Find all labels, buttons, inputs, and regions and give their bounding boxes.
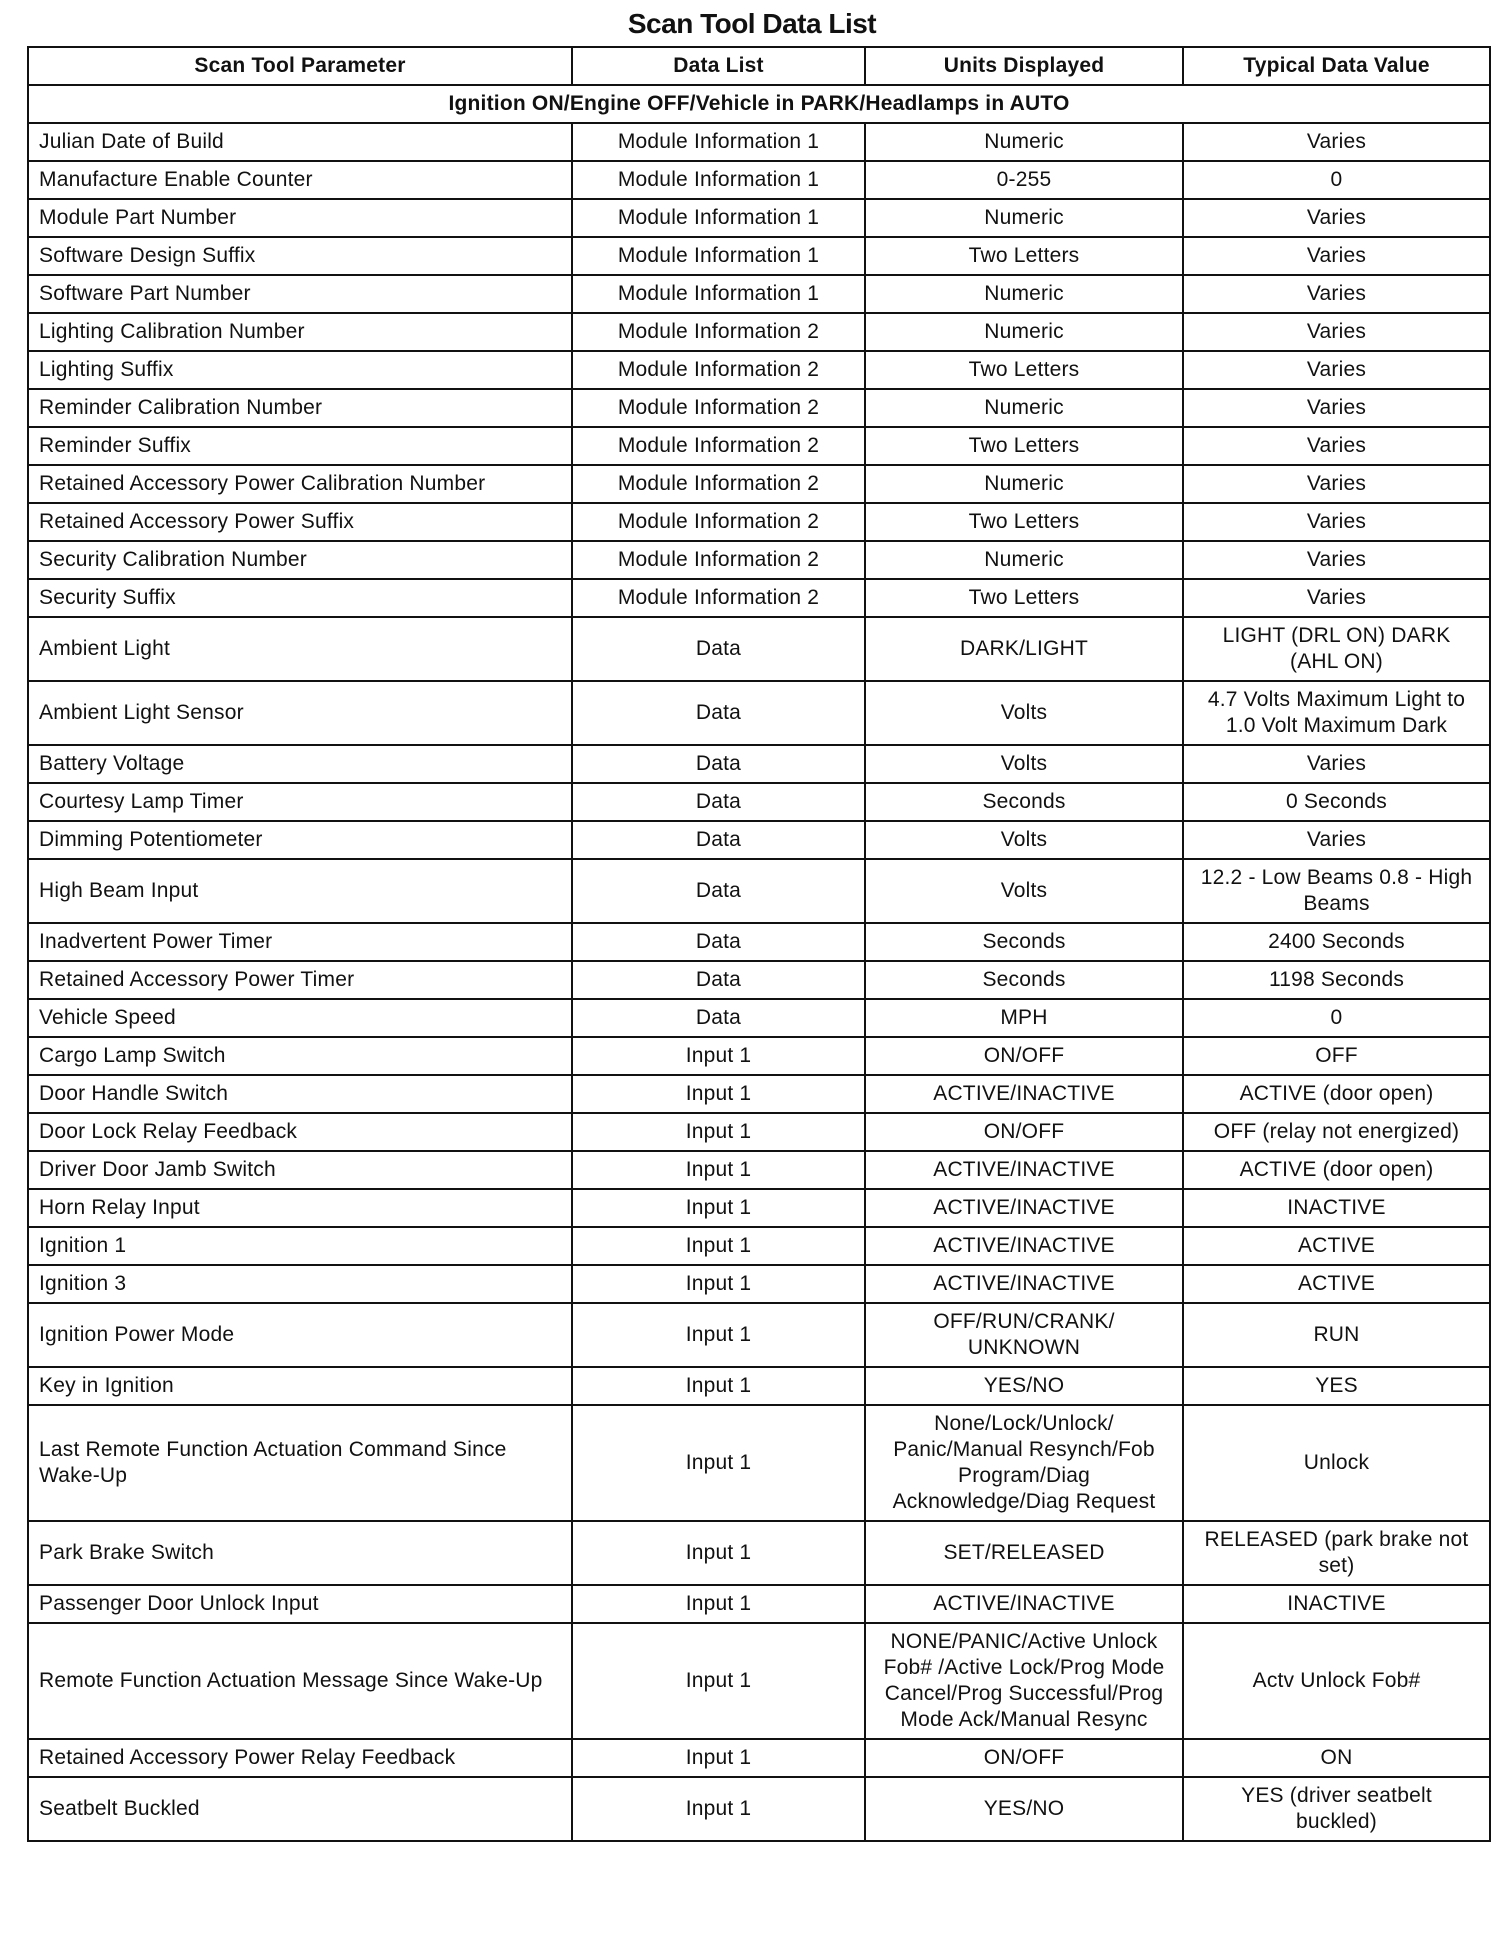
data-list-cell: Input 1 <box>572 1075 865 1113</box>
table-row <box>28 351 1490 389</box>
table-row <box>28 389 1490 427</box>
parameter-cell: Seatbelt Buckled <box>28 1777 572 1841</box>
typical-value-cell: RELEASED (park brake not set) <box>1183 1521 1490 1585</box>
parameter-cell: Door Lock Relay Feedback <box>28 1113 572 1151</box>
table-row <box>28 1585 1490 1623</box>
table-row <box>28 1227 1490 1265</box>
data-list-cell: Input 1 <box>572 1303 865 1367</box>
data-list-cell: Input 1 <box>572 1623 865 1739</box>
table-row <box>28 1367 1490 1405</box>
parameter-cell: Key in Ignition <box>28 1367 572 1405</box>
scan-tool-data-table <box>27 46 1491 1842</box>
parameter-cell: Reminder Suffix <box>28 427 572 465</box>
table-row <box>28 1075 1490 1113</box>
table-row <box>28 821 1490 859</box>
typical-value-cell: Unlock <box>1183 1405 1490 1521</box>
data-list-cell: Input 1 <box>572 1227 865 1265</box>
table-row <box>28 923 1490 961</box>
typical-value-cell: Varies <box>1183 821 1490 859</box>
data-list-cell: Module Information 2 <box>572 541 865 579</box>
typical-value-cell: Varies <box>1183 389 1490 427</box>
units-cell: ON/OFF <box>865 1037 1183 1075</box>
typical-value-cell: ACTIVE <box>1183 1265 1490 1303</box>
table-row <box>28 1037 1490 1075</box>
data-list-cell: Input 1 <box>572 1037 865 1075</box>
parameter-cell: Cargo Lamp Switch <box>28 1037 572 1075</box>
parameter-cell: Passenger Door Unlock Input <box>28 1585 572 1623</box>
units-cell: Numeric <box>865 199 1183 237</box>
table-row <box>28 199 1490 237</box>
units-cell: ACTIVE/INACTIVE <box>865 1189 1183 1227</box>
data-list-cell: Module Information 2 <box>572 351 865 389</box>
typical-value-cell: Varies <box>1183 275 1490 313</box>
parameter-cell: Last Remote Function Actuation Command Since Wake-Up <box>28 1405 572 1521</box>
header-units: Units Displayed <box>865 47 1183 85</box>
data-list-cell: Module Information 1 <box>572 237 865 275</box>
data-list-cell: Data <box>572 859 865 923</box>
typical-value-cell: Varies <box>1183 503 1490 541</box>
typical-value-cell: 12.2 - Low Beams 0.8 - High Beams <box>1183 859 1490 923</box>
units-cell: DARK/LIGHT <box>865 617 1183 681</box>
data-list-cell: Module Information 2 <box>572 427 865 465</box>
parameter-cell: Retained Accessory Power Calibration Number <box>28 465 572 503</box>
table-row <box>28 313 1490 351</box>
typical-value-cell: 1198 Seconds <box>1183 961 1490 999</box>
parameter-cell: Ignition 3 <box>28 1265 572 1303</box>
parameter-cell: Retained Accessory Power Relay Feedback <box>28 1739 572 1777</box>
units-cell: Numeric <box>865 389 1183 427</box>
table-row <box>28 859 1490 923</box>
units-cell: Numeric <box>865 275 1183 313</box>
data-list-cell: Input 1 <box>572 1189 865 1227</box>
table-row <box>28 1265 1490 1303</box>
typical-value-cell: Varies <box>1183 579 1490 617</box>
typical-value-cell: 0 <box>1183 161 1490 199</box>
table-row <box>28 465 1490 503</box>
units-cell: ACTIVE/INACTIVE <box>865 1585 1183 1623</box>
data-list-cell: Module Information 2 <box>572 503 865 541</box>
parameter-cell: Security Suffix <box>28 579 572 617</box>
table-row <box>28 123 1490 161</box>
parameter-cell: Courtesy Lamp Timer <box>28 783 572 821</box>
units-cell: SET/RELEASED <box>865 1521 1183 1585</box>
table-row <box>28 503 1490 541</box>
typical-value-cell: 4.7 Volts Maximum Light to 1.0 Volt Maximum Dark <box>1183 681 1490 745</box>
data-list-cell: Input 1 <box>572 1777 865 1841</box>
header-data-list: Data List <box>572 47 865 85</box>
table-row <box>28 1521 1490 1585</box>
typical-value-cell: Actv Unlock Fob# <box>1183 1623 1490 1739</box>
header-parameter: Scan Tool Parameter <box>28 47 572 85</box>
typical-value-cell: Varies <box>1183 199 1490 237</box>
data-list-cell: Input 1 <box>572 1585 865 1623</box>
units-cell: None/Lock/Unlock/ Panic/Manual Resynch/Fob Program/Diag Acknowledge/Diag Request <box>865 1405 1183 1521</box>
units-cell: Volts <box>865 821 1183 859</box>
data-list-cell: Data <box>572 745 865 783</box>
units-cell: Two Letters <box>865 237 1183 275</box>
data-list-cell: Module Information 1 <box>572 123 865 161</box>
units-cell: Volts <box>865 859 1183 923</box>
parameter-cell: Ambient Light Sensor <box>28 681 572 745</box>
parameter-cell: Battery Voltage <box>28 745 572 783</box>
parameter-cell: Remote Function Actuation Message Since Wake-Up <box>28 1623 572 1739</box>
units-cell: Numeric <box>865 123 1183 161</box>
parameter-cell: High Beam Input <box>28 859 572 923</box>
typical-value-cell: LIGHT (DRL ON) DARK (AHL ON) <box>1183 617 1490 681</box>
typical-value-cell: Varies <box>1183 745 1490 783</box>
parameter-cell: Dimming Potentiometer <box>28 821 572 859</box>
units-cell: YES/NO <box>865 1367 1183 1405</box>
units-cell: Two Letters <box>865 427 1183 465</box>
parameter-cell: Door Handle Switch <box>28 1075 572 1113</box>
units-cell: Seconds <box>865 923 1183 961</box>
parameter-cell: Horn Relay Input <box>28 1189 572 1227</box>
table-row <box>28 161 1490 199</box>
table-row <box>28 541 1490 579</box>
data-list-cell: Input 1 <box>572 1405 865 1521</box>
units-cell: Two Letters <box>865 579 1183 617</box>
table-row <box>28 961 1490 999</box>
table-row <box>28 1189 1490 1227</box>
typical-value-cell: YES (driver seatbelt buckled) <box>1183 1777 1490 1841</box>
data-list-cell: Module Information 1 <box>572 275 865 313</box>
data-list-cell: Module Information 2 <box>572 389 865 427</box>
parameter-cell: Security Calibration Number <box>28 541 572 579</box>
typical-value-cell: Varies <box>1183 427 1490 465</box>
parameter-cell: Software Design Suffix <box>28 237 572 275</box>
data-list-cell: Module Information 2 <box>572 579 865 617</box>
parameter-cell: Ignition Power Mode <box>28 1303 572 1367</box>
data-list-cell: Data <box>572 961 865 999</box>
units-cell: ACTIVE/INACTIVE <box>865 1075 1183 1113</box>
data-list-cell: Input 1 <box>572 1265 865 1303</box>
table-row <box>28 617 1490 681</box>
header-typical-value: Typical Data Value <box>1183 47 1490 85</box>
typical-value-cell: 2400 Seconds <box>1183 923 1490 961</box>
units-cell: ON/OFF <box>865 1113 1183 1151</box>
parameter-cell: Manufacture Enable Counter <box>28 161 572 199</box>
typical-value-cell: INACTIVE <box>1183 1585 1490 1623</box>
parameter-cell: Retained Accessory Power Timer <box>28 961 572 999</box>
units-cell: Numeric <box>865 465 1183 503</box>
parameter-cell: Reminder Calibration Number <box>28 389 572 427</box>
table-row <box>28 745 1490 783</box>
typical-value-cell: Varies <box>1183 465 1490 503</box>
data-list-cell: Input 1 <box>572 1739 865 1777</box>
parameter-cell: Retained Accessory Power Suffix <box>28 503 572 541</box>
parameter-cell: Software Part Number <box>28 275 572 313</box>
units-cell: Seconds <box>865 783 1183 821</box>
table-row <box>28 1303 1490 1367</box>
table-row <box>28 1405 1490 1521</box>
typical-value-cell: Varies <box>1183 123 1490 161</box>
parameter-cell: Inadvertent Power Timer <box>28 923 572 961</box>
table-row <box>28 1151 1490 1189</box>
table-row <box>28 579 1490 617</box>
section-heading: Ignition ON/Engine OFF/Vehicle in PARK/Headlamps in AUTO <box>28 85 1490 123</box>
parameter-cell: Ignition 1 <box>28 1227 572 1265</box>
table-row <box>28 783 1490 821</box>
parameter-cell: Lighting Suffix <box>28 351 572 389</box>
typical-value-cell: OFF <box>1183 1037 1490 1075</box>
units-cell: Two Letters <box>865 503 1183 541</box>
units-cell: Numeric <box>865 313 1183 351</box>
units-cell: Two Letters <box>865 351 1183 389</box>
data-list-cell: Data <box>572 783 865 821</box>
units-cell: 0-255 <box>865 161 1183 199</box>
table-row <box>28 237 1490 275</box>
units-cell: ON/OFF <box>865 1739 1183 1777</box>
typical-value-cell: Varies <box>1183 351 1490 389</box>
data-list-cell: Input 1 <box>572 1113 865 1151</box>
units-cell: Volts <box>865 681 1183 745</box>
table-row <box>28 427 1490 465</box>
data-list-cell: Module Information 2 <box>572 465 865 503</box>
units-cell: Numeric <box>865 541 1183 579</box>
data-list-cell: Data <box>572 681 865 745</box>
typical-value-cell: 0 Seconds <box>1183 783 1490 821</box>
parameter-cell: Park Brake Switch <box>28 1521 572 1585</box>
table-row <box>28 999 1490 1037</box>
typical-value-cell: ACTIVE <box>1183 1227 1490 1265</box>
typical-value-cell: INACTIVE <box>1183 1189 1490 1227</box>
data-list-cell: Data <box>572 821 865 859</box>
typical-value-cell: OFF (relay not energized) <box>1183 1113 1490 1151</box>
units-cell: YES/NO <box>865 1777 1183 1841</box>
typical-value-cell: ACTIVE (door open) <box>1183 1151 1490 1189</box>
parameter-cell: Module Part Number <box>28 199 572 237</box>
units-cell: ACTIVE/INACTIVE <box>865 1151 1183 1189</box>
units-cell: ACTIVE/INACTIVE <box>865 1265 1183 1303</box>
units-cell: NONE/PANIC/Active Unlock Fob# /Active Lock/Prog Mode Cancel/Prog Successful/Prog Mode Ack/Manual Resync <box>865 1623 1183 1739</box>
table-row <box>28 275 1490 313</box>
data-list-cell: Data <box>572 999 865 1037</box>
section-row <box>28 85 1490 123</box>
parameter-cell: Julian Date of Build <box>28 123 572 161</box>
parameter-cell: Ambient Light <box>28 617 572 681</box>
table-row <box>28 1623 1490 1739</box>
data-list-cell: Module Information 2 <box>572 313 865 351</box>
data-list-cell: Module Information 1 <box>572 161 865 199</box>
document-title: Scan Tool Data List <box>627 8 877 39</box>
header-row <box>28 47 1490 85</box>
typical-value-cell: Varies <box>1183 541 1490 579</box>
typical-value-cell: YES <box>1183 1367 1490 1405</box>
units-cell: Volts <box>865 745 1183 783</box>
typical-value-cell: ON <box>1183 1739 1490 1777</box>
data-list-cell: Module Information 1 <box>572 199 865 237</box>
data-list-cell: Data <box>572 923 865 961</box>
table-row <box>28 681 1490 745</box>
data-list-cell: Input 1 <box>572 1367 865 1405</box>
data-list-cell: Data <box>572 617 865 681</box>
units-cell: ACTIVE/INACTIVE <box>865 1227 1183 1265</box>
typical-value-cell: Varies <box>1183 237 1490 275</box>
parameter-cell: Vehicle Speed <box>28 999 572 1037</box>
data-list-cell: Input 1 <box>572 1151 865 1189</box>
parameter-cell: Lighting Calibration Number <box>28 313 572 351</box>
units-cell: OFF/RUN/CRANK/ UNKNOWN <box>865 1303 1183 1367</box>
parameter-cell: Driver Door Jamb Switch <box>28 1151 572 1189</box>
units-cell: MPH <box>865 999 1183 1037</box>
table-row <box>28 1739 1490 1777</box>
typical-value-cell: 0 <box>1183 999 1490 1037</box>
typical-value-cell: Varies <box>1183 313 1490 351</box>
table-row <box>28 1777 1490 1841</box>
typical-value-cell: RUN <box>1183 1303 1490 1367</box>
units-cell: Seconds <box>865 961 1183 999</box>
typical-value-cell: ACTIVE (door open) <box>1183 1075 1490 1113</box>
data-list-cell: Input 1 <box>572 1521 865 1585</box>
table-row <box>28 1113 1490 1151</box>
